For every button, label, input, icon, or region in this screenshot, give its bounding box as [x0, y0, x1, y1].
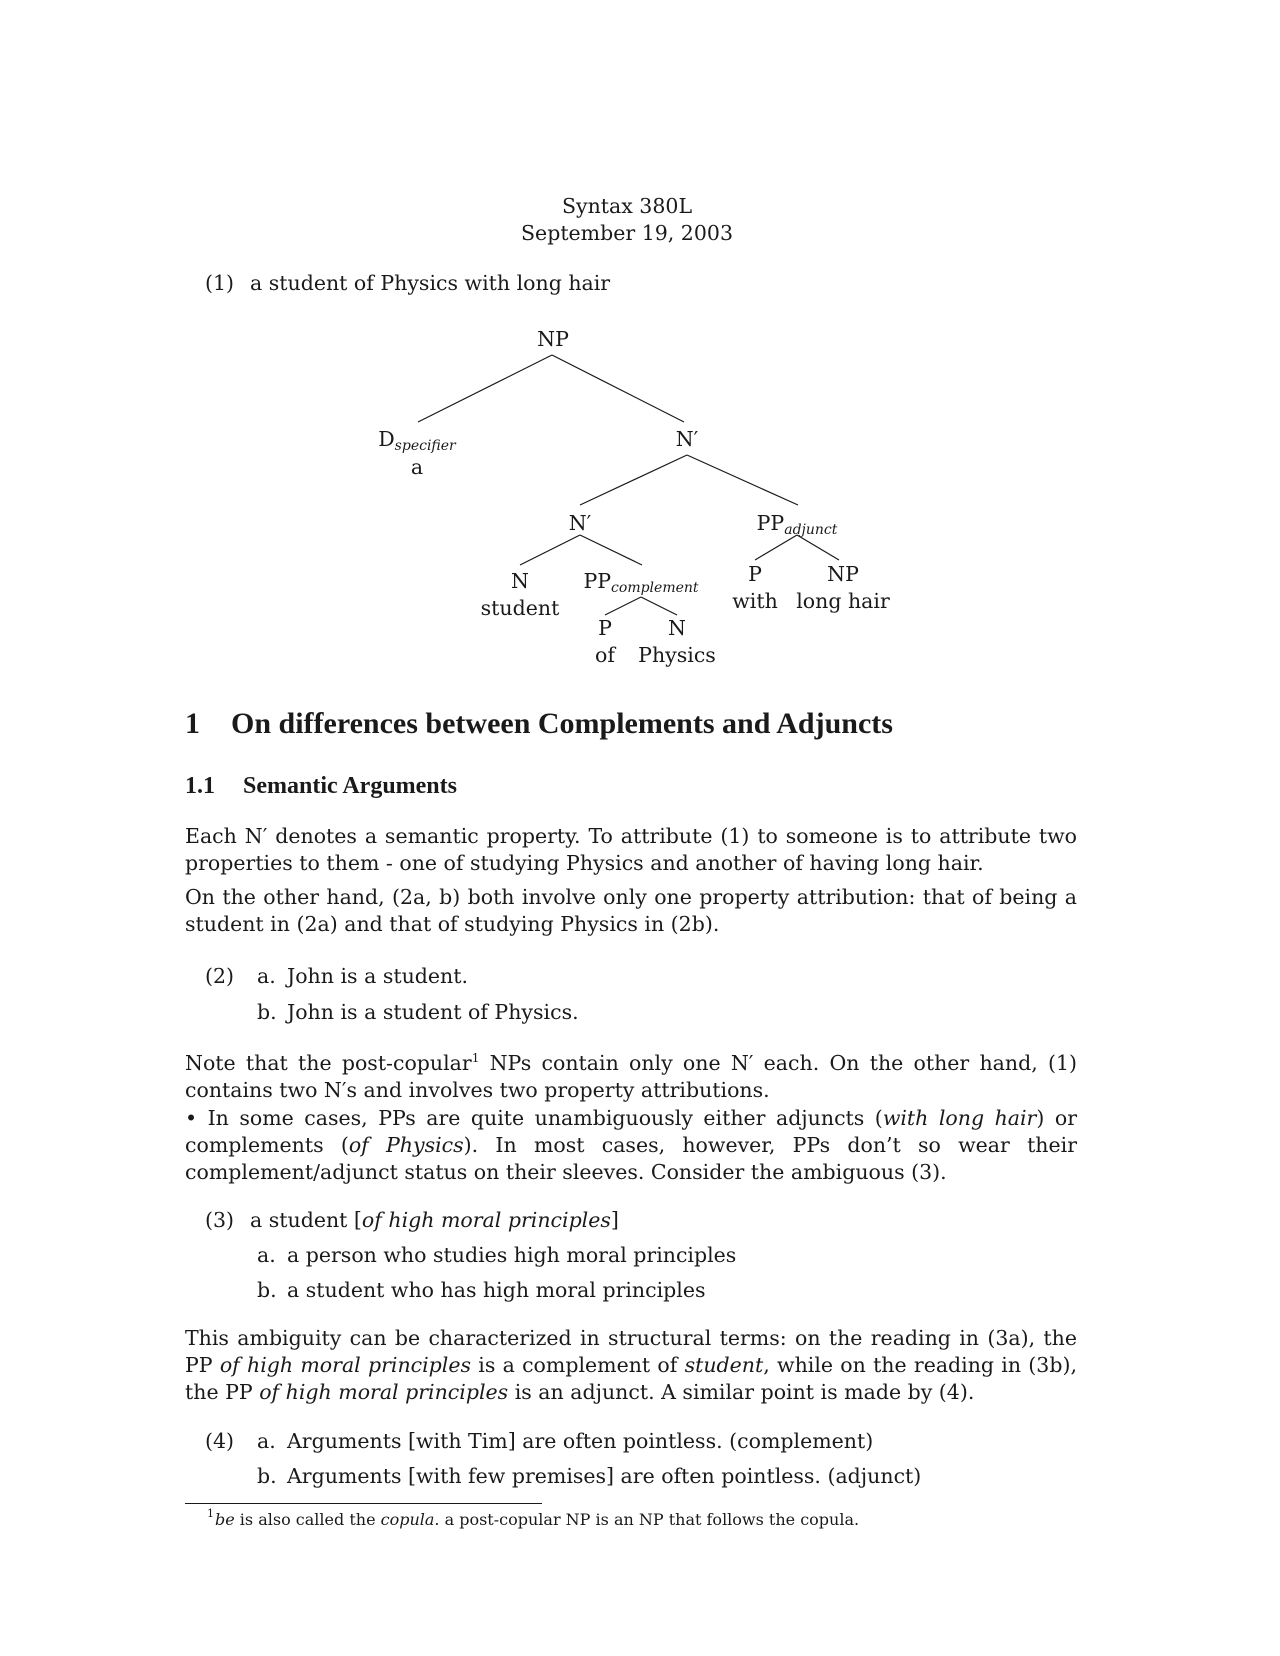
paragraph-5-part-c: , while on the reading in (3b), the PP — [185, 1353, 1077, 1404]
example-3-number: (3) — [205, 1208, 235, 1232]
footnote-italic-copula: copula — [380, 1510, 435, 1529]
paragraph-5-part-d: is an adjunct. A similar point is made by (4). — [508, 1380, 975, 1404]
example-4b-letter: b. — [257, 1464, 277, 1488]
section-1-heading — [185, 707, 893, 741]
example-2a-letter: a. — [257, 964, 276, 988]
example-3-main-part-a: a student [ — [250, 1208, 362, 1232]
tree-node-pp-adjunct — [757, 511, 838, 542]
paragraph-5-italic-1: of high moral principles — [219, 1353, 472, 1377]
example-2-number: (2) — [205, 964, 235, 988]
subsection-1-1-number: 1.1 — [185, 773, 215, 799]
paragraph-5-part-b: is a complement of — [471, 1353, 685, 1377]
tree-node-pp-adjunct-subscript: adjunct — [784, 522, 838, 538]
tree-word-of: of — [595, 643, 615, 667]
example-3b-text: a student who has high moral principles — [287, 1278, 706, 1302]
tree-word-student: student — [480, 596, 560, 620]
tree-node-pp-complement-subscript: complement — [611, 580, 699, 596]
example-3a-text: a person who studies high moral principles — [287, 1243, 737, 1267]
example-3-main — [250, 1207, 619, 1234]
tree-node-d-label: D — [378, 427, 395, 451]
footnote-rule — [185, 1503, 542, 1504]
paragraph-1: Each N′ denotes a semantic property. To attribute (1) to someone is to attribute two properties to them - one of studying Physics and another of having long hair. — [185, 824, 1077, 875]
example-4-number: (4) — [205, 1429, 235, 1453]
example-3-main-italic: of high moral principles — [361, 1208, 611, 1232]
tree-word-physics: Physics — [638, 643, 716, 667]
paragraph-4 — [185, 1105, 1077, 1186]
example-1-number: (1) — [205, 271, 235, 295]
paragraph-4-italic-1: with long hair — [882, 1106, 1037, 1130]
paragraph-2: On the other hand, (2a, b) both involve only one property attribution: that of being a student in (2a) and that of studying Physics in (2b). — [185, 885, 1077, 936]
document-date: September 19, 2003 — [521, 221, 733, 245]
example-4a-letter: a. — [257, 1429, 276, 1453]
tree-node-p-of: P — [598, 616, 612, 640]
course-title: Syntax 380L — [561, 194, 693, 218]
tree-node-d-subscript: specifier — [394, 438, 456, 454]
tree-node-n-physics: N — [668, 616, 686, 640]
footnote-marker: 1 — [471, 1051, 480, 1065]
branch-nbar-ppcomp — [580, 535, 642, 565]
paragraph-5-italic-3: of high moral principles — [259, 1380, 509, 1404]
paragraph-4-part-b: ) or complements ( — [185, 1106, 1077, 1157]
footnote-part-b: . a post-copular NP is an NP that follows the copula. — [434, 1510, 860, 1529]
tree-node-n: N — [511, 569, 529, 593]
tree-word-with: with — [732, 589, 778, 613]
tree-node-pp-complement-label: PP — [583, 569, 612, 593]
paragraph-4-part-a: • In some cases, PPs are quite unambiguously either adjuncts ( — [185, 1106, 883, 1130]
example-3a-letter: a. — [257, 1243, 276, 1267]
example-1-text: a student of Physics with long hair — [250, 271, 611, 295]
branch-np-nbar — [552, 355, 684, 422]
paragraph-3-part-a: Note that the post-copular — [185, 1050, 472, 1075]
footnote-part-a: is also called the — [234, 1510, 381, 1529]
subsection-1-1-title: Semantic Arguments — [243, 773, 457, 799]
tree-node-np-long-hair: NP — [827, 562, 859, 586]
paragraph-3 — [185, 1045, 1077, 1104]
example-4b-text: Arguments [with few premises] are often pointless. (adjunct) — [287, 1464, 922, 1488]
branch-nbar-nbar — [580, 455, 687, 505]
example-2b-letter: b. — [257, 1000, 277, 1024]
tree-word-a: a — [410, 455, 424, 479]
footnote-text — [215, 1510, 859, 1530]
footnote-number: 1 — [207, 1507, 214, 1520]
example-3-main-part-b: ] — [610, 1208, 619, 1232]
branch-np-d — [418, 355, 552, 422]
paragraph-4-part-c: ). In most cases, however, PPs don’t so wear their complement/adjunct status on their sleeves. Consider the ambiguous (3). — [185, 1133, 1077, 1184]
tree-node-nbar-top: N′ — [675, 427, 699, 451]
tree-node-d-specifier — [378, 427, 456, 458]
example-2a-text: John is a student. — [287, 964, 468, 988]
paragraph-4-italic-2: of Physics — [348, 1133, 464, 1157]
tree-node-pp-complement — [583, 569, 698, 600]
section-1-title: On differences between Complements and Adjuncts — [231, 707, 893, 740]
example-4a-text: Arguments [with Tim] are often pointless. (complement) — [287, 1429, 874, 1453]
branch-nbar-ppadj — [687, 455, 798, 505]
example-3b-letter: b. — [257, 1278, 277, 1302]
paragraph-5-part-a: This ambiguity can be characterized in structural terms: on the reading in (3a), the PP — [185, 1326, 1077, 1377]
tree-word-long-hair: long hair — [796, 589, 890, 613]
paragraph-3-part-b: NPs contain only one N′ each. On the other hand, (1) contains two N′s and involves two property attributions. — [185, 1050, 1077, 1102]
subsection-1-1-heading — [185, 773, 457, 800]
tree-node-nbar-mid: N′ — [568, 511, 592, 535]
footnote-italic-be: be — [215, 1510, 235, 1529]
tree-node-np: NP — [537, 327, 569, 351]
paragraph-5-italic-2: student — [684, 1353, 764, 1377]
branch-nbar-n — [520, 535, 580, 565]
paragraph-5 — [185, 1325, 1077, 1406]
section-1-number: 1 — [185, 707, 200, 740]
tree-node-p-with: P — [748, 562, 762, 586]
example-2b-text: John is a student of Physics. — [287, 1000, 579, 1024]
tree-node-pp-adjunct-label: PP — [756, 511, 785, 535]
